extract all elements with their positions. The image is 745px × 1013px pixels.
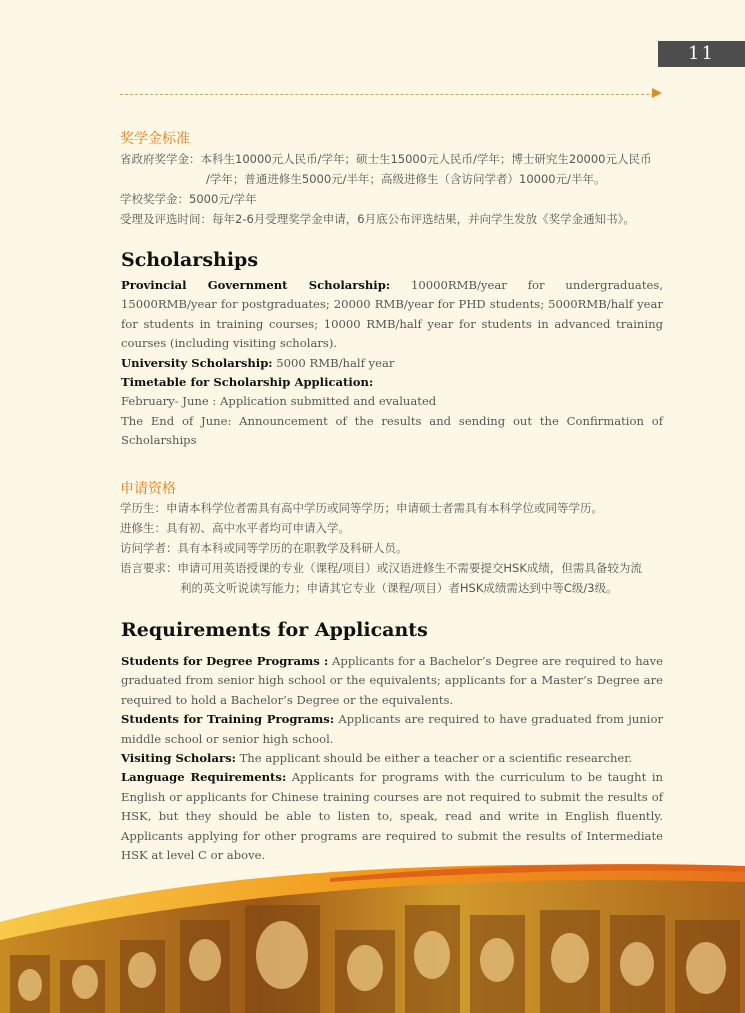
timetable-line2: The End of June: Announcement of the results and sending out the Confirmation of Scholarships — [121, 413, 663, 448]
training-text: Applicants are required to have graduated from junior middle school or senior high school. — [121, 712, 663, 746]
language-text: Applicants for programs with the curriculum to be taught in English or applicants for Chinese training courses are not required to submit the results of HSK, but they should be able to listen to, speak, read and write in English fluently. Applicants applying for other programs are required to submit the results of Intermediate HSK at level C or above. — [121, 770, 663, 863]
arrow-icon — [652, 88, 662, 98]
provincial-text: 10000RMB/year for undergraduates, 15000RMB/year for postgraduates; 20000 RMB/year for PHD students; 5000RMB/half year for students in training courses; 10000 RMB/half year for students in advanced training courses (including visiting scholars). — [121, 278, 663, 351]
cn-scholarship-body — [120, 149, 665, 229]
cn-scholarship-line3: 学校奖学金：5000元/学年 — [120, 192, 257, 206]
degree-text: Applicants for a Bachelor’s Degree are required to have graduated from senior high school or the equivalents; applicants for a Master’s Degree are required to hold a Bachelor’s Degree or the equivalents. — [121, 654, 663, 707]
requirements-heading: Requirements for Applicants — [121, 619, 428, 641]
training-paragraph — [121, 710, 663, 749]
training-label: Students for Training Programs: — [121, 712, 335, 727]
scholarships-body — [121, 276, 663, 451]
photo-collage-banner — [0, 860, 745, 1013]
timetable-paragraph — [121, 373, 663, 392]
university-text: 5000 RMB/half year — [272, 355, 395, 370]
cn-requirements-body — [120, 498, 665, 598]
cn-requirements-heading: 申请资格 — [120, 481, 176, 497]
degree-paragraph — [121, 652, 663, 710]
cn-requirements-line2: 进修生：具有初、高中水平者均可申请入学。 — [120, 521, 350, 535]
visiting-paragraph — [121, 749, 663, 768]
visiting-text: The applicant should be either a teacher or a scientific researcher. — [235, 751, 633, 766]
visiting-label: Visiting Scholars: — [121, 751, 236, 766]
requirements-body — [121, 652, 663, 865]
provincial-label: Provincial Government Scholarship: — [121, 278, 391, 292]
dashed-divider — [120, 94, 654, 95]
page-number: 11 — [658, 41, 745, 67]
cn-scholarship-line2: /学年；普通进修生5000元/半年；高级进修生（含访问学者）10000元/半年。 — [206, 172, 606, 186]
cn-requirements-line3: 访问学者：具有本科或同等学历的在职教学及科研人员。 — [120, 541, 408, 555]
scholarships-heading: Scholarships — [121, 249, 259, 271]
degree-label: Students for Degree Programs : — [121, 654, 329, 668]
cn-requirements-line1: 学历生：申请本科学位者需具有高中学历或同等学历；申请硕士者需具有本科学位或同等学历。 — [120, 501, 603, 515]
language-label: Language Requirements: — [121, 770, 287, 785]
cn-scholarship-heading: 奖学金标准 — [120, 131, 190, 147]
university-label: University Scholarship: — [121, 355, 273, 370]
university-paragraph — [121, 354, 663, 373]
language-paragraph — [121, 768, 663, 865]
cn-requirements-line4: 语言要求：申请可用英语授课的专业（课程/项目）或汉语进修生不需要提交HSK成绩，但需具备较为流 — [120, 561, 642, 575]
timetable-label: Timetable for Scholarship Application: — [121, 375, 374, 390]
provincial-paragraph — [121, 276, 663, 354]
timetable-line1: February- June : Application submitted and evaluated — [121, 394, 437, 409]
cn-scholarship-line1: 省政府奖学金：本科生10000元人民币/学年；硕士生15000元人民币/学年；博士研究生20000元人民币 — [120, 152, 652, 166]
cn-requirements-line5: 利的英文听说读写能力；申请其它专业（课程/项目）者HSK成绩需达到中等C级/3级。 — [180, 581, 618, 595]
cn-scholarship-line4: 受理及评选时间：每年2-6月受理奖学金申请，6月底公布评选结果，并向学生发放《奖学金通知书》。 — [120, 212, 635, 226]
